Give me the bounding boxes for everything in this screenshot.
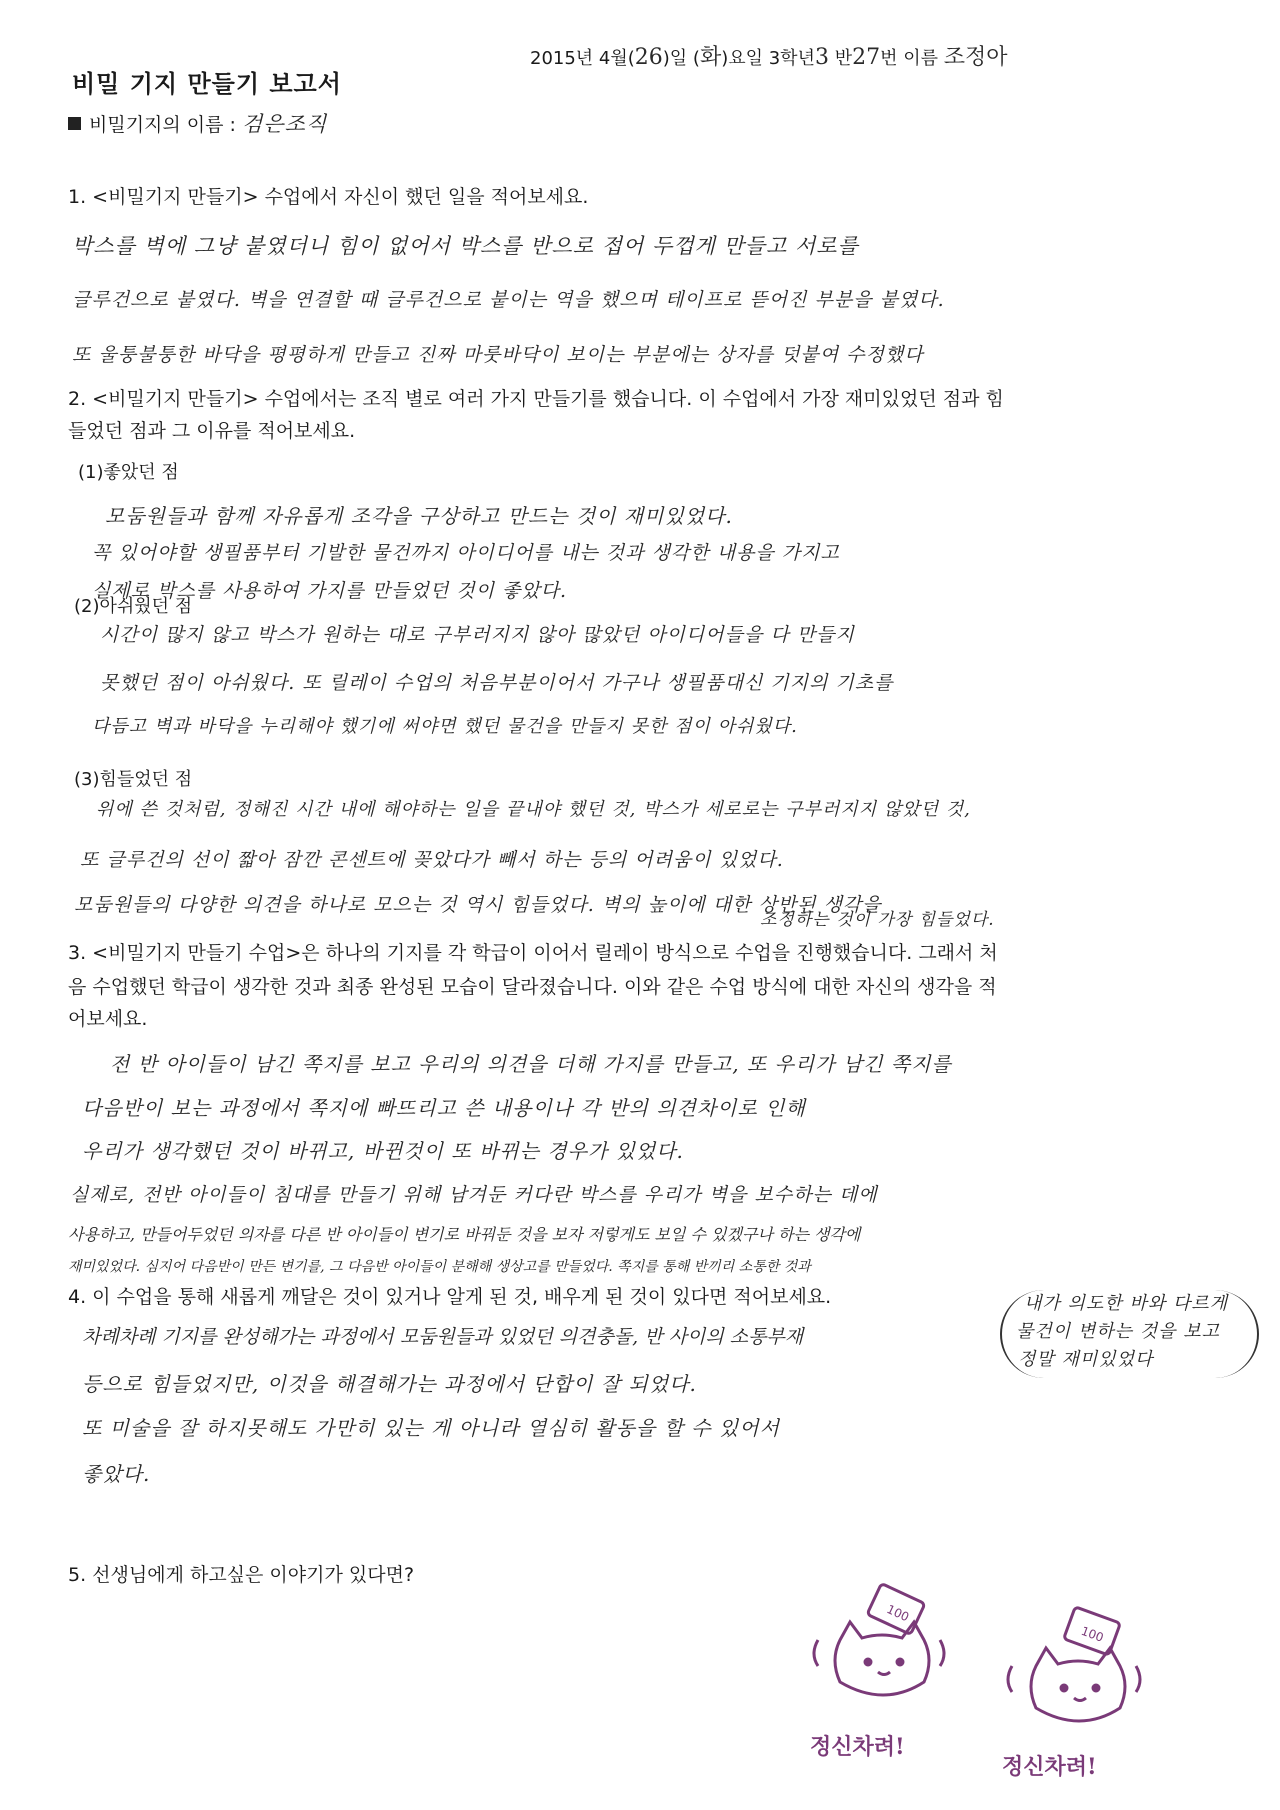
base-name-row	[68, 108, 327, 138]
cat-stamp	[990, 1600, 1180, 1800]
good-point-line: 실제로 박스를 사용하여 가지를 만들었던 것이 좋았다.	[92, 580, 568, 602]
question-3-prompt-cont: 음 수업했던 학급이 생각한 것과 최종 완성된 모습이 달라졌습니다. 이와 같은 수업 방식에 대한 자신의 생각을 적	[68, 976, 997, 998]
margin-note-bubble	[1000, 1290, 1259, 1378]
class-number: 3	[814, 45, 829, 70]
date-year-month: 2015년 4월(	[530, 48, 635, 69]
hard-point-line: 또 글루건의 선이 짧아 잠깐 콘센트에 꽂았다가 빼서 하는 등의 어려움이 있었다.	[80, 849, 784, 871]
margin-note-line: 내가 의도한 바와 다르게	[1024, 1293, 1229, 1314]
date-day: 26	[634, 45, 663, 70]
q3-answer-line: 우리가 생각했던 것이 바뀌고, 바뀐것이 또 바뀌는 경우가 있었다.	[82, 1139, 684, 1163]
report-title: 비밀 기지 만들기 보고서	[72, 70, 342, 98]
q4-answer-line: 또 미술을 잘 하지못해도 가만히 있는 게 아니라 열심히 활동을 할 수 있어서	[82, 1416, 780, 1440]
regret-points-label: (2)아쉬웠던 점	[74, 596, 193, 617]
margin-note-line: 물건이 변하는 것을 보고	[1016, 1321, 1221, 1342]
margin-note-line: 정말 재미있었다	[1018, 1349, 1154, 1370]
class-label: 반	[834, 48, 853, 69]
weekday: 화	[699, 45, 722, 70]
q3-answer-line: 전 반 아이들이 남긴 쪽지를 보고 우리의 의견을 더해 가지를 만들고, 또 우리가 남긴 쪽지를	[110, 1052, 952, 1076]
q3-answer-line: 사용하고, 만들어두었던 의자를 다른 반 아이들이 변기로 바꿔둔 것을 보자 저렇게도 보일 수 있겠구나 하는 생각에	[68, 1225, 861, 1244]
question-3-prompt-cont: 어보세요.	[68, 1008, 148, 1030]
hard-point-line: 위에 쓴 것처럼, 정해진 시간 내에 해야하는 일을 끝내야 했던 것, 박스가 세로로는 구부러지지 않았던 것,	[96, 799, 971, 820]
hard-point-line: 모둠원들의 다양한 의견을 하나로 모으는 것 역시 힘들었다. 벽의 높이에 대한 상반된 생각을	[74, 894, 882, 916]
student-number: 27	[852, 45, 881, 70]
grade-label: )요일 3학년	[721, 48, 815, 69]
question-5-prompt: 5. 선생님에게 하고싶은 이야기가 있다면?	[68, 1564, 415, 1586]
hard-points-label: (3)힘들었던 점	[74, 769, 193, 790]
q4-answer-line: 차례차례 기지를 완성해가는 과정에서 모둠원들과 있었던 의견충돌, 반 사이의 소통부재	[82, 1326, 804, 1348]
q3-answer-line: 다음반이 보는 과정에서 쪽지에 빠뜨리고 쓴 내용이나 각 반의 의견차이로 인해	[82, 1096, 806, 1120]
q1-answer-line: 박스를 벽에 그냥 붙였더니 힘이 없어서 박스를 반으로 접어 두껍게 만들고 서로를	[72, 234, 859, 258]
question-4-prompt: 4. 이 수업을 통해 새롭게 깨달은 것이 있거나 알게 된 것, 배우게 된 것이 있다면 적어보세요.	[68, 1286, 832, 1308]
good-point-line: 꼭 있어야할 생필품부터 기발한 물건까지 아이디어를 내는 것과 생각한 내용을 가지고	[92, 542, 840, 564]
q1-answer-line: 글루건으로 붙였다. 벽을 연결할 때 글루건으로 붙이는 역을 했으며 테이프로 뜯어진 부분을 붙였다.	[72, 289, 945, 311]
stamp-text: 정신차려!	[810, 1734, 905, 1760]
stamp-cup-label: 100	[884, 1601, 912, 1625]
stamp-text: 정신차려!	[1002, 1754, 1097, 1780]
question-3-prompt: 3. <비밀기지 만들기 수업>은 하나의 기지를 각 학급이 이어서 릴레이 방식으로 수업을 진행했습니다. 그래서 처	[68, 942, 998, 964]
stamp-cup-label: 100	[1079, 1623, 1106, 1645]
q4-answer-line: 등으로 힘들었지만, 이것을 해결해가는 과정에서 단합이 잘 되었다.	[82, 1372, 697, 1396]
regret-point-line: 시간이 많지 않고 박스가 원하는 대로 구부러지지 않아 많았던 아이디어들을 다 만들지	[100, 624, 855, 646]
regret-point-line: 다듬고 벽과 바닥을 누리해야 했기에 써야면 했던 물건을 만들지 못한 점이 아쉬웠다.	[92, 716, 798, 737]
q1-answer-line: 또 울퉁불퉁한 바닥을 평평하게 만들고 진짜 마룻바닥이 보이는 부분에는 상자를 덧붙여 수정했다	[72, 344, 924, 366]
regret-point-line: 못했던 점이 아쉬웠다. 또 릴레이 수업의 처음부분이어서 가구나 생필품대신 기지의 기초를	[100, 672, 894, 694]
base-name-label: 비밀기지의 이름 :	[89, 114, 236, 136]
question-2-prompt: 2. <비밀기지 만들기> 수업에서는 조직 별로 여러 가지 만들기를 했습니다. 이 수업에서 가장 재미있었던 점과 힘	[68, 388, 1004, 410]
student-info-header	[530, 40, 1007, 71]
good-point-line: 모둠원들과 함께 자유롭게 조각을 구상하고 만드는 것이 재미있었다.	[105, 504, 733, 528]
q3-answer-line: 재미있었다. 심지어 다음반이 만든 변기를, 그 다음반 아이들이 분해해 생상고를 만들었다. 쪽지를 통해 반끼리 소통한 것과	[68, 1259, 811, 1275]
name-label: 번 이름	[880, 48, 938, 69]
student-name: 조정아	[943, 45, 1008, 70]
hard-point-line: 조정하는 것이 가장 힘들었다.	[760, 910, 995, 930]
good-points-label: (1)좋았던 점	[78, 462, 179, 483]
date-day-suffix: )일 (	[662, 48, 700, 69]
base-name-value: 검은조직	[242, 112, 328, 136]
square-bullet-icon	[68, 117, 81, 130]
cat-stamp	[790, 1570, 980, 1770]
q4-answer-line: 좋았다.	[82, 1462, 151, 1486]
question-2-prompt-cont: 들었던 점과 그 이유를 적어보세요.	[68, 420, 356, 442]
q3-answer-line: 실제로, 전반 아이들이 침대를 만들기 위해 남겨둔 커다란 박스를 우리가 벽을 보수하는 데에	[70, 1184, 878, 1206]
question-1-prompt: 1. <비밀기지 만들기> 수업에서 자신이 했던 일을 적어보세요.	[68, 186, 589, 208]
